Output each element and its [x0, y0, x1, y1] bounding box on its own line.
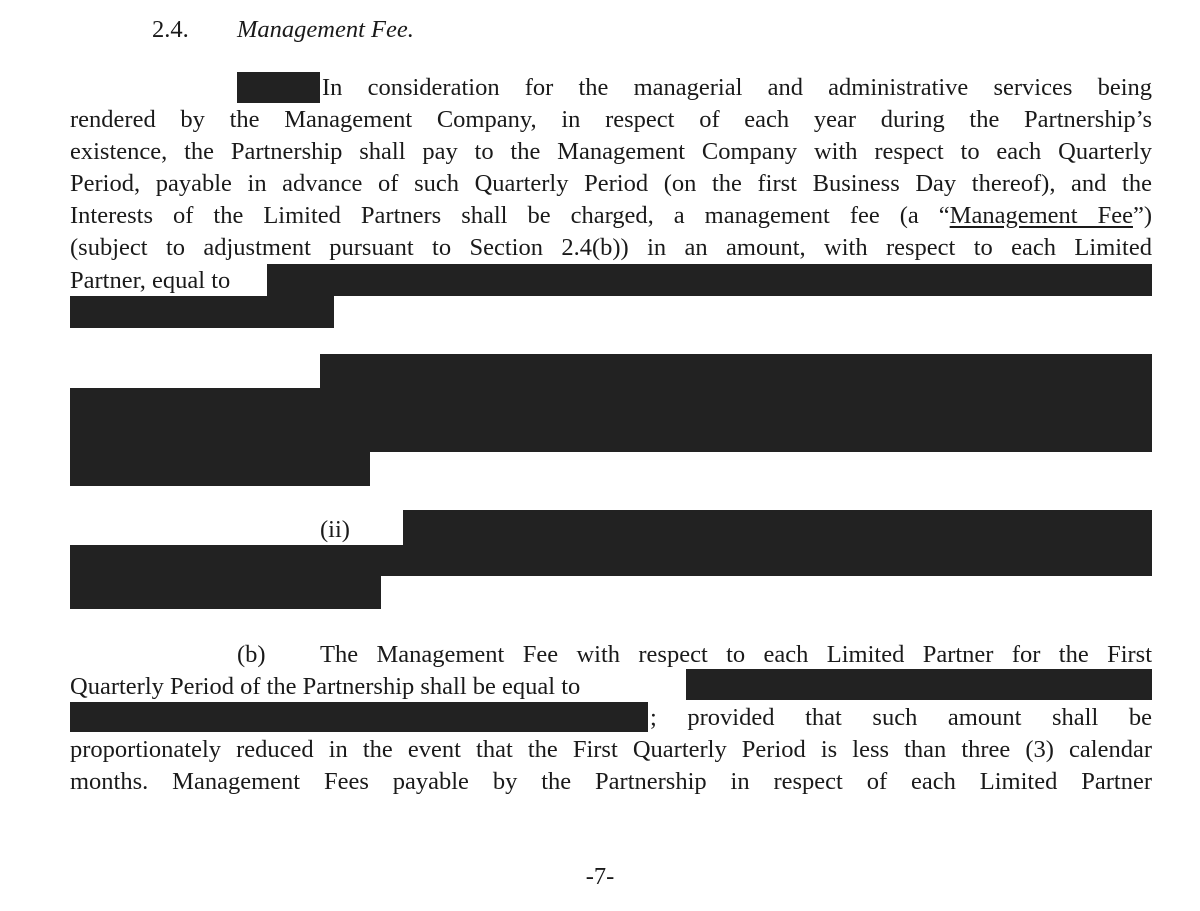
redaction-block [70, 545, 405, 576]
section-number: 2.4. [152, 16, 189, 43]
para-a-line-4: Period, payable in advance of such Quarterly Period (on the first Business Day thereof), and the [70, 170, 1152, 197]
para-a-line-5 [70, 200, 1152, 232]
item-ii-marker: (ii) [320, 516, 350, 543]
redaction-block [70, 388, 322, 452]
redaction-block [237, 72, 320, 103]
para-b-line-5: months. Management Fees payable by the Partnership in respect of each Limited Partner [70, 768, 1152, 795]
para-b-line-4: proportionately reduced in the event that the First Quarterly Period is less than three (3) calendar [70, 736, 1152, 763]
para-a-line-1: In consideration for the managerial and administrative services being [322, 74, 1152, 101]
para-b-line-1: The Management Fee with respect to each Limited Partner for the First [320, 641, 1152, 668]
redaction-block [686, 669, 1152, 700]
section-title: Management Fee. [237, 16, 414, 43]
para-b-line-2: Quarterly Period of the Partnership shall be equal to [70, 673, 581, 700]
para-a-line-5-pre: Interests of the Limited Partners shall be charged, a management fee (a “ [70, 202, 950, 229]
para-a-line-7: Partner, equal to [70, 267, 231, 294]
redaction-block [267, 264, 1152, 296]
redaction-block [320, 354, 1152, 452]
para-a-line-5-post: ”) [1132, 202, 1152, 229]
page-number: -7- [585, 863, 615, 890]
para-b-line-3: ; provided that such amount shall be [650, 704, 1152, 731]
redaction-block [70, 452, 370, 486]
redaction-block [70, 296, 334, 328]
redaction-block [403, 510, 1152, 576]
para-a-line-6: (subject to adjustment pursuant to Section 2.4(b)) in an amount, with respect to each Limited [70, 234, 1152, 261]
para-b-marker: (b) [237, 641, 266, 668]
defined-term-management-fee: Management Fee [949, 202, 1133, 229]
redaction-block [70, 702, 648, 732]
para-a-line-2: rendered by the Management Company, in respect of each year during the Partnership’s [70, 106, 1152, 133]
redaction-block [70, 576, 381, 609]
para-a-line-3: existence, the Partnership shall pay to the Management Company with respect to each Quarterly [70, 138, 1152, 165]
